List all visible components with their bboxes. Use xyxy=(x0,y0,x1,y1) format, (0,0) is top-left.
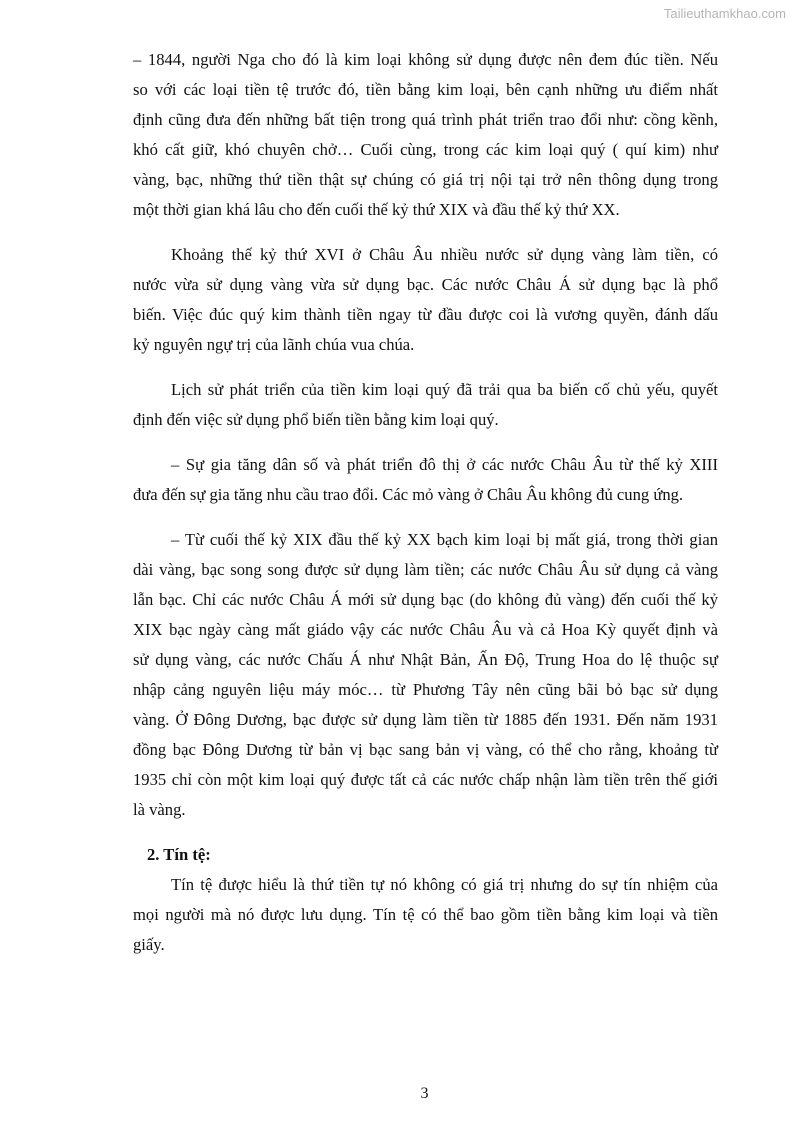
watermark: Tailieuthamkhao.com xyxy=(663,6,786,21)
text-line: – Từ cuối thế kỷ XIX đầu thế kỷ XX bạch kim loại bị mất giá, trong thời gian xyxy=(171,530,718,549)
text-line: định cũng đưa đến những bất tiện trong quá trình phát triển trao đổi như: cồng kềnh, xyxy=(133,110,718,129)
text-line: dài vàng, bạc song song được sử dụng làm tiền; các nước Châu Âu sử dụng cả vàng xyxy=(133,560,718,579)
text-line: sử dụng vàng, các nước Chấu Á như Nhật Bản, Ấn Độ, Trung Hoa do lệ thuộc sự xyxy=(133,650,718,669)
text-line: nhập cảng nguyên liệu máy móc… từ Phương Tây nên cũng bãi bỏ bạc sử dụng xyxy=(133,680,718,699)
text-line: Tín tệ được hiểu là thứ tiền tự nó không có giá trị nhưng do sự tín nhiệm của xyxy=(171,875,718,894)
paragraph xyxy=(133,450,718,510)
text-line: 1935 chỉ còn một kim loại quý được tất cả các nước chấp nhận làm tiền trên thế giới xyxy=(133,770,718,789)
text-line: giấy. xyxy=(133,935,165,954)
text-line: biến. Việc đúc quý kim thành tiền ngay từ đầu được coi là vương quyền, đánh dấu xyxy=(133,305,718,324)
text-line: là vàng. xyxy=(133,800,186,819)
page-number: 3 xyxy=(420,1085,429,1102)
paragraph xyxy=(133,525,718,825)
text-line: đồng bạc Đông Dương từ bản vị bạc sang bản vị vàng, có thể cho rằng, khoảng từ xyxy=(133,740,718,759)
text-line: – Sự gia tăng dân số và phát triển đô thị ở các nước Châu Âu từ thế kỷ XIII xyxy=(171,455,718,474)
paragraphs xyxy=(133,45,718,825)
text-line: mọi người mà nó được lưu dụng. Tín tệ có thể bao gồm tiền bằng kim loại và tiền xyxy=(133,905,718,924)
paragraph xyxy=(133,45,718,225)
text-line: khó cất giữ, khó chuyên chở… Cuối cùng, trong các kim loại quý ( quí kim) như xyxy=(133,140,718,159)
text-line: lẫn bạc. Chỉ các nước Châu Á mới sử dụng bạc (do không đủ vàng) đến cuối thế kỷ xyxy=(133,590,718,609)
text-line: Khoảng thế kỷ thứ XVI ở Châu Âu nhiều nước sử dụng vàng làm tiền, có xyxy=(171,245,718,264)
text-line: – 1844, người Nga cho đó là kim loại không sử dụng được nên đem đúc tiền. Nếu xyxy=(133,50,718,69)
text-line: XIX bạc ngày càng mất giádo vậy các nước Châu Âu và cả Hoa Kỳ quyết định và xyxy=(133,620,718,639)
text-line: Lịch sử phát triển của tiền kim loại quý đã trải qua ba biến cố chủ yếu, quyết xyxy=(171,380,718,399)
text-line: vàng. Ở Đông Dương, bạc được sử dụng làm tiền từ 1885 đến 1931. Đến năm 1931 xyxy=(133,710,718,729)
text-line: định đến việc sử dụng phổ biến tiền bằng kim loại quý. xyxy=(133,410,499,429)
paragraph xyxy=(133,240,718,360)
text-line: so với các loại tiền tệ trước đó, tiền bằng kim loại, bên cạnh những ưu điểm nhất xyxy=(133,80,718,99)
section-heading: 2. Tín tệ: xyxy=(147,845,211,864)
text-line: nước vừa sử dụng vàng vừa sử dụng bạc. Các nước Châu Á sử dụng bạc là phổ xyxy=(133,275,718,294)
text-line: kỷ nguyên ngự trị của lãnh chúa vua chúa. xyxy=(133,335,415,354)
text-line: một thời gian khá lâu cho đến cuối thế kỷ thứ XIX và đầu thế kỷ thứ XX. xyxy=(133,200,620,219)
text-line: vàng, bạc, những thứ tiền thật sự chúng có giá trị nội tại trở nên thông dụng trong xyxy=(133,170,718,189)
paragraph xyxy=(133,375,718,435)
document-body xyxy=(133,45,718,975)
section-paragraph xyxy=(133,870,718,960)
text-line: đưa đến sự gia tăng nhu cầu trao đổi. Các mỏ vàng ở Châu Âu không đủ cung ứng. xyxy=(133,485,684,504)
